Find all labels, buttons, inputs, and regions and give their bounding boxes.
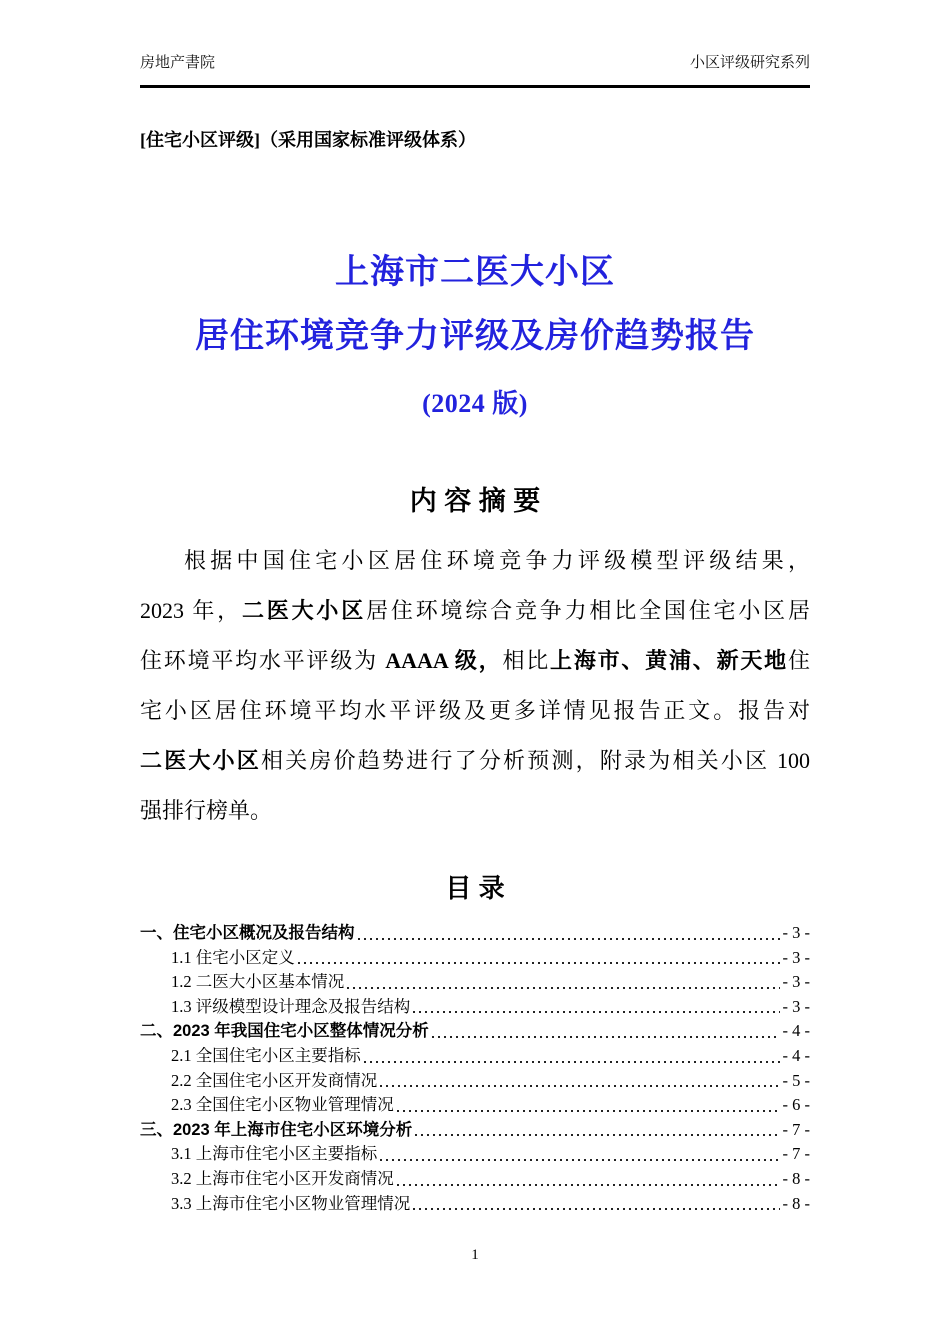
- toc-dot-leader: [413, 995, 779, 1020]
- summary-text: 居住环境综合竞争力相比全国住宅小区居: [366, 598, 810, 623]
- summary-line: [140, 586, 810, 636]
- summary-line: [140, 636, 810, 686]
- toc-heading: 目 录: [445, 873, 505, 903]
- toc-item: [140, 1019, 810, 1044]
- toc-item: [140, 1069, 810, 1094]
- toc-item-label: 三、2023 年上海市住宅小区环境分析: [140, 1120, 413, 1139]
- toc-item-label: 1.1 住宅小区定义: [171, 947, 295, 967]
- toc-dot-leader: [380, 1069, 779, 1094]
- toc-dot-leader: [413, 1192, 779, 1217]
- toc-item: [140, 946, 810, 971]
- page-header: [140, 54, 810, 72]
- toc-item: [140, 1044, 810, 1069]
- summary-text-bold: 上海市、黄浦、新天地: [550, 648, 788, 673]
- header-right-text: 小区评级研究系列: [689, 54, 810, 71]
- summary-text: 宅小区居住环境平均水平评级及更多详情见报告正文。报告对: [140, 698, 810, 723]
- toc-dot-leader: [364, 1044, 780, 1069]
- toc-dot-leader: [432, 1019, 780, 1044]
- toc-item-page: - 8 -: [782, 1193, 810, 1213]
- summary-line: [140, 736, 810, 786]
- toc-item-label: 2.1 全国住宅小区主要指标: [171, 1045, 361, 1065]
- toc-dot-leader: [347, 970, 779, 995]
- toc-item-page: - 4 -: [782, 1045, 810, 1065]
- toc-item: [140, 1118, 810, 1143]
- toc-item-label: 2.2 全国住宅小区开发商情况: [171, 1070, 378, 1090]
- toc-item: [140, 995, 810, 1020]
- toc-item-label: 二、2023 年我国住宅小区整体情况分析: [140, 1022, 429, 1041]
- toc-dot-leader: [397, 1167, 780, 1192]
- summary-heading: 内 容 摘 要: [409, 486, 541, 516]
- page-number: 1: [471, 1247, 479, 1263]
- summary-text: 2023 年，: [140, 598, 242, 623]
- toc-item-page: - 6 -: [782, 1095, 810, 1115]
- toc-item-page: - 7 -: [782, 1144, 810, 1164]
- toc-dot-leader: [298, 946, 780, 971]
- summary-text: 相比: [502, 648, 551, 673]
- toc-dot-leader: [397, 1093, 780, 1118]
- toc-item-page: - 3 -: [782, 972, 810, 992]
- summary-line: [140, 686, 810, 736]
- summary-text: 住环境平均水平评级为: [140, 648, 386, 673]
- title-block: [140, 252, 810, 420]
- toc-item-label: 1.2 二医大小区基本情况: [171, 972, 345, 992]
- toc-item-page: - 3 -: [782, 996, 810, 1016]
- classification-line: [住宅小区评级]（采用国家标准评级体系）: [140, 130, 476, 150]
- toc-item: [140, 1167, 810, 1192]
- toc-item: [140, 970, 810, 995]
- toc-dot-leader: [415, 1118, 779, 1143]
- toc-item: [140, 1142, 810, 1167]
- summary-body: [140, 536, 810, 836]
- toc-dot-leader: [358, 921, 780, 946]
- toc-item-page: - 5 -: [782, 1070, 810, 1090]
- toc-item-label: 一、住宅小区概况及报告结构: [140, 924, 355, 942]
- toc-item-page: - 7 -: [782, 1119, 810, 1139]
- report-title-line1: 上海市二医大小区: [335, 254, 615, 291]
- toc-item-page: - 8 -: [782, 1168, 810, 1188]
- toc-dot-leader: [380, 1142, 779, 1167]
- toc-item: [140, 1093, 810, 1118]
- summary-text: 强排行榜单。: [140, 798, 273, 823]
- header-rule: [140, 85, 810, 88]
- summary-text: 相关房价趋势进行了分析预测，附录为相关小区 100: [261, 748, 810, 773]
- report-edition: (2024 版): [422, 389, 528, 418]
- toc-item-page: - 4 -: [782, 1021, 810, 1041]
- toc-item-label: 3.3 上海市住宅小区物业管理情况: [171, 1193, 411, 1213]
- summary-text-bold: 二医大小区: [241, 598, 367, 623]
- toc-list: [140, 921, 810, 1216]
- summary-text-bold: AAAA 级，: [385, 648, 503, 673]
- toc-item-label: 3.2 上海市住宅小区开发商情况: [171, 1168, 394, 1188]
- summary-line: [140, 786, 810, 836]
- page-footer: [0, 1247, 950, 1264]
- summary-text-bold: 二医大小区: [140, 748, 262, 773]
- report-title-line2: 居住环境竞争力评级及房价趋势报告: [195, 318, 755, 355]
- toc-item: [140, 1192, 810, 1217]
- toc-item: [140, 921, 810, 946]
- toc-item-label: 1.3 评级模型设计理念及报告结构: [171, 996, 411, 1016]
- toc-item-page: - 3 -: [782, 947, 810, 967]
- summary-text: 住: [787, 648, 810, 673]
- toc-item-label: 2.3 全国住宅小区物业管理情况: [171, 1095, 394, 1115]
- toc-item-page: - 3 -: [782, 923, 810, 942]
- summary-line: [140, 536, 810, 586]
- toc-item-label: 3.1 上海市住宅小区主要指标: [171, 1144, 378, 1164]
- header-left-text: 房地产書院: [140, 54, 216, 71]
- summary-text: 根据中国住宅小区居住环境竞争力评级模型评级结果，: [184, 548, 810, 573]
